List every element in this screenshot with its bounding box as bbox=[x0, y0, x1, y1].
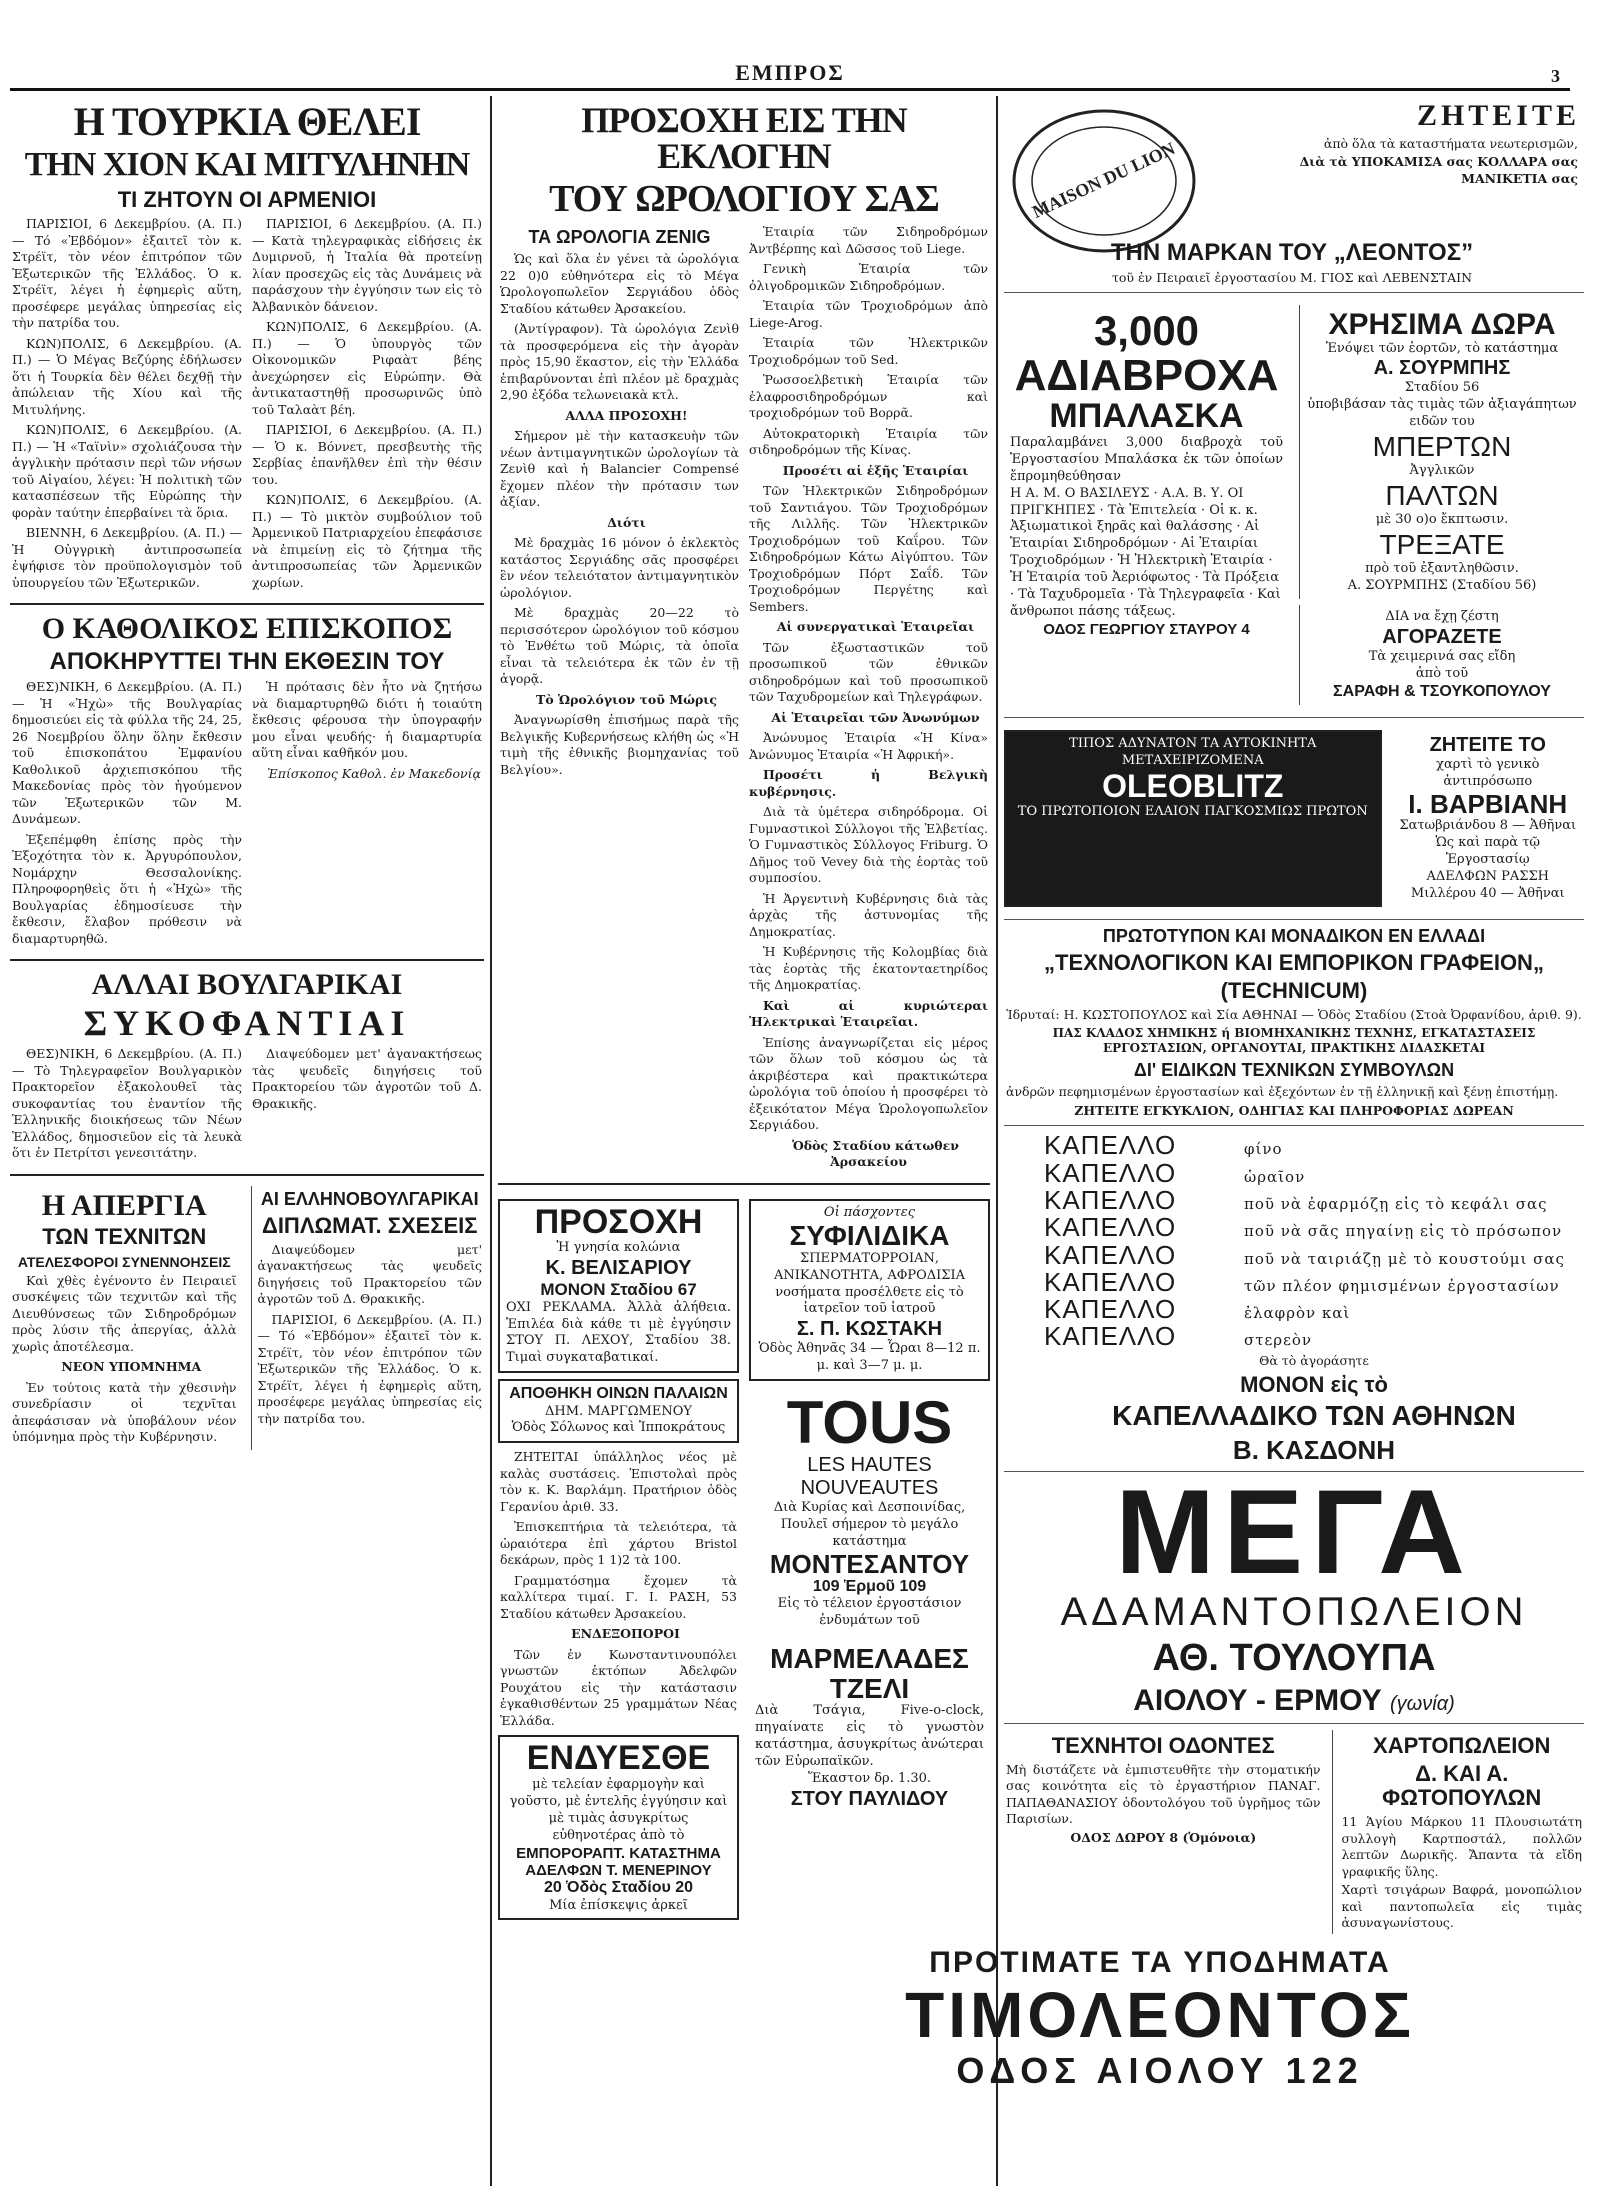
article-catholic bbox=[10, 613, 484, 951]
article-headline: Η ΤΟΥΡΚΙΑ ΘΕΛΕΙ bbox=[73, 99, 421, 144]
ad-text: Διὰ Κυρίας καὶ Δεσποινίδας, Πουλεῖ σήμερον τὸ μεγάλο κατάστημα bbox=[773, 1500, 966, 1549]
column-right bbox=[1004, 96, 1584, 1934]
article-headline: ΤΗΝ ΧΙΟΝ ΚΑΙ ΜΙΤΥΛΗΝΗΝ bbox=[24, 146, 470, 183]
ad-name: Β. ΚΑΣΔΟΝΗ bbox=[1232, 1435, 1396, 1466]
ad-text: χαρτὶ τὸ γενικὸ ἀντιπρόσωπο bbox=[1436, 757, 1540, 790]
article-paragraph: Γενικὴ Ἑταιρία τῶν ὀλιγοδρομικῶν Σιδηροδρόμων. bbox=[749, 261, 988, 293]
hat-description: ποῦ νὰ ταιριάζῃ μὲ τὸ κουστούμι σας bbox=[1244, 1249, 1565, 1268]
ad-title: ΤΕΧΝΗΤΟΙ ΟΔΟΝΤΕΣ bbox=[1051, 1732, 1275, 1758]
hat-description: στερεὸν bbox=[1244, 1331, 1313, 1350]
article-paragraph: Ἐν τούτοις κατὰ τὴν χθεσινὴν συνεδρίασιν οἱ τεχνῖται ἀπεφάσισαν νὰ ὑποβάλουν νέον ὑπόμνημα πρὸς τὴν Κυβέρνησιν. bbox=[12, 1379, 237, 1445]
classified: Τῶν ἐν Κωνσταντινουπόλει γνωστῶν ἐκτόπων Ἀδελφῶν Ρουχάτου εἰς τὴν κατάστασιν ἐγκαθισθέντων 25 γραμμάτων Νέας Ἑλλάδα. bbox=[500, 1646, 737, 1728]
ad-text: Παραλαμβάνει 3,000 διαβροχὰ τοῦ Ἐργοστασίου Μπαλάσκα ἐκ τῶν ὁποίων ἔπρομηθεύθησαν bbox=[1010, 434, 1283, 484]
hat-word: ΚΑΠΕΛΛΟ bbox=[1044, 1130, 1177, 1161]
article-paragraph: ΘΕΣ)ΝΙΚΗ, 6 Δεκεμβρίου. (Α. Π.) — Ἡ «Ἠχὼ» τῆς Βουλγαρίας δημοσιεύει εἰς τὰ φύλλα τῆς 24, 25, 26 Νοεμβρίου ὅλην ὅλην ἔκθεσιν τοῦ ἐπισκοπάτου Ἐμφανίου Καθολικοῦ ἀρχιεπισκόπου τῆς Μακεδονίας πρὸς τὸν ἡγούμενον τῶν Ἐξωτερικῶν τῶν Μ. Δυνάμεων. bbox=[12, 679, 242, 827]
ad-title: ΜΑΡΜΕΛΑΔΕΣ bbox=[770, 1643, 969, 1675]
article-headline: Ο ΚΑΘΟΛΙΚΟΣ ΕΠΙΣΚΟΠΟΣ bbox=[41, 612, 453, 646]
article-paragraph: (Ἀντίγραφον). Τὰ ὡρολόγια Ζενὶθ τὰ προσφερόμενα εἰς τὴν ἀγορὰν πρὸς 15,90 ἕκαστον, εἰς τὴν Ἑλλάδα ἐπιβαρύνονται ἐπὶ πλέον μὲ δραχμὰς 2,90 ἐξόδα τελωνειακὰ κτλ. bbox=[500, 321, 739, 402]
hat-description: τῶν πλέον φημισμένων ἐργοστασίων bbox=[1244, 1276, 1560, 1295]
article-paragraph: ΘΕΣ)ΝΙΚΗ, 6 Δεκεμβρίου. (Α. Π.) — Τὸ Τηλεγραφεῖον Βουλγαρικὸν Πρακτορεῖον ἐξακολουθεῖ τὰς συκοφαντίας του ἐναντίον τῆς Ἑλληνικῆς διοικήσεως τῶν Νέων Ἑλλάδος, δημοσιεῦον εἰς τὰ λευκὰ ὅτι ἐν Πετρίτσι γενεσιτάτην. bbox=[12, 1046, 242, 1161]
article-subheadline: ΑΛΛΑ ΠΡΟΣΟΧΗ! bbox=[565, 407, 688, 423]
ad-text: Θὰ τὸ ἀγοράσητε bbox=[1259, 1352, 1369, 1368]
ad-title: ΜΕΓΑ bbox=[1115, 1464, 1473, 1599]
ad-name: Α. ΣΟΥΡΜΠΗΣ bbox=[1373, 357, 1511, 380]
article-paragraph: Ἀναγνωρίσθη ἐπισήμως παρὰ τῆς Βελγικῆς Κυβερνήσεως κλήθη ὡς «Ἡ τιμὴ τῆς ἐθνικῆς βιομηχανίας τοῦ Βελγίου». bbox=[500, 712, 739, 777]
section-rule bbox=[10, 959, 484, 961]
ad-name: ΣΑΡΑΦΗ & ΤΣΟΥΚΟΠΟΥΛΟΥ bbox=[1333, 682, 1551, 700]
ad-title: ΤΖΕΛΙ bbox=[829, 1672, 910, 1704]
ad-title: „ΤΕΧΝΟΛΟΓΙΚΟΝ ΚΑΙ ΕΜΠΟΡΙΚΟΝ ΓΡΑΦΕΙΟΝ„ bbox=[1044, 949, 1544, 975]
article-paragraph: Προσέτι ἡ Βελγικὴ κυβέρνησις. bbox=[749, 767, 988, 799]
masthead-rule bbox=[10, 88, 1570, 91]
classified: Ἐπισκεπτήρια τὰ τελειότερα, τὰ ὡραιότερα ἐπὶ χάρτου Bristol δεκάρων, πρὸς 1 1)2 τὰ 100. bbox=[500, 1519, 737, 1568]
ad-title: ΑΠΟΘΗΚΗ ΟΙΝΩΝ ΠΑΛΑΙΩΝ bbox=[509, 1385, 728, 1403]
ad-text: Ἀγγλικῶν bbox=[1409, 463, 1475, 479]
ad-mega bbox=[1004, 1464, 1584, 1717]
hat-word: ΚΑΠΕΛΛΟ bbox=[1044, 1321, 1177, 1352]
ad-text: Ἡ γνησία κολώνια bbox=[556, 1240, 681, 1256]
column-middle bbox=[498, 96, 990, 1926]
ad-title: ΑΓΟΡΑΖΕΤΕ bbox=[1382, 626, 1502, 649]
column-divider bbox=[490, 96, 492, 2186]
ad-name: ΜΟΝΤΕΣΑΝΤΟΥ bbox=[769, 1548, 970, 1579]
article-subheadline: ΝΕΟΝ ΥΠΟΜΝΗΜΑ bbox=[61, 1359, 202, 1375]
ad-text: μὲ 30 ο)ο ἔκπτωσιν. bbox=[1375, 512, 1509, 528]
ad-adiavroxa bbox=[1004, 305, 1289, 642]
ad-name: ΚΑΠΕΛΛΑΔΙΚΟ ΤΩΝ ΑΘΗΝΩΝ bbox=[1112, 1400, 1516, 1432]
hat-word: ΚΑΠΕΛΛΟ bbox=[1044, 1184, 1177, 1215]
ad-syfilidika bbox=[749, 1199, 990, 1382]
article-paragraph: Μὲ δραχμὰς 20—22 τὸ περισσότερον ὡρολόγιον τοῦ κόσμου τὸ Ἐνθέτω τοῦ Μώρις, τὰ ὁποῖα εἶναι τὰ τελειότερα ἐκ τῶν ἐν τῇ ἀγορᾷ. bbox=[500, 605, 739, 686]
ad-price: Ἕκαστον δρ. 1.30. bbox=[807, 1770, 932, 1786]
article-headline: ΔΙΠΛΩΜΑΤ. ΣΧΕΣΕΙΣ bbox=[262, 1212, 478, 1238]
classified: ΖΗΤΕΙΤΑΙ ὑπάλληλος νέος μὲ καλὰς συστάσεις. Ἐπιστολαὶ πρὸς τὸν κ. Κ. Βαρλάμη. Πρατήριον ὁδὸς Γερανίου ἀριθ. 33. bbox=[500, 1449, 737, 1514]
article-headline: ΤΩΝ ΤΕΧΝΙΤΩΝ bbox=[42, 1224, 207, 1250]
ad-text: ἀπὸ ὅλα τὰ καταστήματα νεωτερισμῶν, bbox=[1323, 135, 1578, 151]
article-address: Ὁδὸς Σταδίου κάτωθεν Ἀρσακείου bbox=[792, 1137, 959, 1169]
ad-address: ΟΔΟΣ ΔΩΡΟΥ 8 (Ὁμόνοια) bbox=[1070, 1829, 1257, 1845]
ad-tous bbox=[749, 1387, 990, 1634]
article-subheadline: Τὸ Ὡρολόγιον τοῦ Μώρις bbox=[536, 691, 717, 707]
article-subheadline: Προσέτι αἱ ἑξῆς Ἑταιρίαι bbox=[782, 462, 969, 478]
ad-address: ΑΙΟΛΟΥ - ΕΡΜΟΥ bbox=[1133, 1683, 1382, 1717]
section-rule bbox=[10, 1174, 484, 1176]
section-rule bbox=[1004, 919, 1584, 920]
hat-description: ποῦ νὰ ἐφαρμόζῃ εἰς τὸ κεφάλι σας bbox=[1244, 1194, 1548, 1213]
article-headline: ΑΠΟΚΗΡΥΤΤΕΙ ΤΗΝ ΕΚΘΕΣΙΝ ΤΟΥ bbox=[49, 647, 445, 675]
ad-title: ΧΡΗΣΙΜΑ ΔΩΡΑ bbox=[1328, 308, 1556, 341]
ad-name: Δ. ΚΑΙ Α. ΦΩΤΟΠΟΥΛΩΝ bbox=[1382, 1760, 1542, 1810]
ad-varviani bbox=[1392, 730, 1584, 907]
ad-title: ΠΡΟΣΟΧΗ bbox=[534, 1202, 703, 1241]
article-paragraph: ΚΩΝ)ΠΟΛΙΣ, 6 Δεκεμβρίου. (Α. Π.) — Ὁ ὑπουργὸς τῶν Οἰκονομικῶν Ριφαὰτ βέης ἀνεχώρησεν εἰς Εὐρώπην. Θὰ ἀντικαταστηθῇ προσωρινῶς ὑπὸ τοῦ Ταλαὰτ βέη. bbox=[252, 319, 482, 417]
ad-oleoblitz bbox=[1004, 730, 1382, 907]
article-headline: ΣΥΚΟΦΑΝΤΙΑΙ bbox=[83, 1002, 411, 1043]
article-subheadline: ΤΙ ΖΗΤΟΥΝ ΟΙ ΑΡΜΕΝΙΟΙ bbox=[117, 187, 377, 212]
ad-text: ΖΗΤΕΙΤΕ ΕΓΚΥΚΛΙΟΝ, ΟΔΗΓΙΑΣ ΚΑΙ ΠΛΗΡΟΦΟΡΙΑΣ ΔΩΡΕΑΝ bbox=[1074, 1102, 1514, 1118]
ad-title: TOUS bbox=[786, 1389, 953, 1457]
hat-list-item bbox=[1044, 1296, 1584, 1323]
ad-name: ΑΘ. ΤΟΥΛΟΥΠΑ bbox=[1152, 1636, 1436, 1679]
ad-text: Χαρτὶ τσιγάρων Βαφρά, μονοπώλιον καὶ παντοπωλεῖα εἰς τιμὰς ἀσυναγωνίστους. bbox=[1341, 1882, 1582, 1931]
hat-description: ἐλαφρὸν καὶ bbox=[1244, 1304, 1351, 1323]
hat-list-item bbox=[1044, 1239, 1584, 1270]
hat-list-item bbox=[1044, 1266, 1584, 1297]
ad-address: ΜΟΝΟΝ Σταδίου 67 bbox=[540, 1280, 697, 1300]
ad-title: ΖΗΤΕΙΤΕ bbox=[1416, 99, 1580, 132]
ad-text: Ὡς καὶ παρὰ τῷ Ἐργοστασίῳ bbox=[1435, 835, 1541, 868]
article-paragraph: Μὲ δραχμὰς 16 μόνον ὁ ἐκλεκτὸς κατάστος Σεργιάδης σᾶς προσφέρει ἓν νέον τελειότατον ἀντιμαγνητικὸν ὡρολόγιον. bbox=[500, 535, 739, 600]
hat-description: ὡραῖον bbox=[1244, 1167, 1306, 1186]
article-paragraph: Τῶν ἐξωσταστικῶν τοῦ προσωπικοῦ τῶν ἐθνικῶν σιδηροδρόμων καὶ τοῦ προσωπικοῦ τῶν Ταχυδρομείων καὶ Τηλεγράφων. bbox=[749, 639, 988, 704]
section-rule bbox=[1004, 1125, 1584, 1126]
hat-description: ποῦ νὰ σᾶς πηγαίνῃ εἰς τὸ πρόσωπον bbox=[1244, 1222, 1563, 1241]
ad-text: Διὰ τὰ ΥΠΟΚΑΜΙΣΑ σας ΚΟΛΛΑΡΑ σας ΜΑΝΙΚΕΤΙΑ σας bbox=[1299, 154, 1578, 186]
ad-text: Ἐνόψει τῶν ἑορτῶν, τὸ κατάστημα bbox=[1325, 340, 1559, 356]
ad-text: ὑποβιβάσαν τὰς τιμὰς τῶν ἀξιαγάπητων ειδῶν του bbox=[1307, 397, 1577, 430]
hat-word: ΚΑΠΕΛΛΟ bbox=[1044, 1157, 1177, 1188]
article-paragraph: Ἑταιρία τῶν Σιδηροδρόμων Ἀντβέρπης καὶ Δῶσσος τοῦ Liege. bbox=[749, 224, 988, 256]
ad-number: 3,000 bbox=[1093, 307, 1200, 354]
ad-text: ΟΧΙ ΡΕΚΛΑΜΑ. Ἀλλὰ ἀλήθεια. Ἐπιλέα διὰ κάθε τι μὲ ἐγγύησιν ΣΤΟΥ Π. ΛΕΧΟΥ, Σταδίου 38. Τιμαὶ συγκαταβατικαί. bbox=[506, 1299, 731, 1366]
article-paragraph: Ἐξεπέμφθη ἐπίσης πρὸς τὴν Ἐξοχότητα τὸν κ. Ἀργυρόπουλον, Νομάρχην Θεσσαλονίκης. Πληροφορηθεὶς ὅτι ἡ «Ἠχὼ» τῆς Βουλγαρίας ἐδημοσίευσε τὴν ἔκθεσιν, ἔλαβον πρόθεσιν νὰ διαμαρτυρηθῶ. bbox=[12, 831, 242, 946]
page-number: 3 bbox=[1551, 66, 1560, 86]
hat-description: φίνο bbox=[1244, 1140, 1283, 1159]
ad-name: Σ. Π. ΚΩΣΤΑΚΗ bbox=[796, 1318, 943, 1341]
column-left bbox=[10, 96, 484, 1452]
ad-text: ΠΑΣ ΚΛΑΔΟΣ ΧΗΜΙΚΗΣ ή ΒΙΟΜΗΧΑΝΙΚΗΣ ΤΕΧΝΗΣ, ΕΓΚΑΤΑΣΤΑΣΕΙΣ ΕΡΓΟΣΤΑΣΙΩΝ, ΟΡΓΑΝΟΥΤΑΙ, ΠΡΑΚΤΙΚΗΣ ΔΙΔΑΣΚΕΤΑΙ bbox=[1052, 1025, 1536, 1056]
article-paragraph: ΠΑΡΙΣΙΟΙ, 6 Δεκεμβρίου. (Α. Π.) — Τό «Ἐβδόμον» ἐξαιτεῖ τὸν κ. Στρέϊτ, τὸν νέον ἐπιτρόπον τῶν Ἐξωτερικῶν τῆς Ἑλλάδος. Ὁ κ. Στρέϊτ, λέγει ἡ ἐφημερὶς αὕτη, προσέφερε μεγάλας ὑπηρεσίας εἰς τὴν πατρίδα του. bbox=[12, 216, 242, 331]
article-watch bbox=[498, 102, 990, 1175]
ad-address: ΟΔΟΣ ΑΙΟΛΟΥ 122 bbox=[956, 2050, 1364, 2091]
ad-item: ΠΑΛΤΩΝ bbox=[1385, 480, 1499, 512]
ad-list: Η Α. Μ. Ο ΒΑΣΙΛΕΥΣ · Α.Α. Β. Υ. ΟΙ ΠΡΙΓΚΗΠΕΣ · Τὰ Ἐπιτελεία · Οἱ κ. κ. Ἀξιωματικοὶ ξηρᾶς καὶ θαλάσσης · Αἱ Ἑταιρίαι Σιδηροδρόμων · Αἱ Ἑταιρίαι Τροχιοδρόμων · Ἡ Ἠλεκτρικὴ Ἑταιρία · Ἡ Ἑταιρία τοῦ Ἀεριόφωτος · Τὰ Πρόξεια · Τὰ Ταχυδρομεῖα · Τὰ Τηλεγραφεῖα · Καὶ ἄνθρωποι πάσης τάξεως. bbox=[1010, 485, 1281, 619]
column-divider bbox=[996, 96, 998, 2186]
ad-kapela bbox=[1004, 1132, 1584, 1464]
ad-address: Ὁδὸς Ἀθηνᾶς 34 — Ὧραι 8—12 π. μ. καὶ 3—7 μ. μ. bbox=[758, 1341, 981, 1374]
ad-address: Σταδίου 56 bbox=[1404, 380, 1480, 396]
ad-title: ΖΗΤΕΙΤΕ ΤΟ bbox=[1429, 734, 1546, 757]
newspaper-name: ΕΜΠΡΟΣ bbox=[735, 60, 845, 85]
hat-list-item bbox=[1044, 1214, 1584, 1241]
article-paragraph: Διαψεύδομεν μετ' ἀγανακτήσεως τὰς ψευδεῖς διηγήσεις τοῦ Πρακτορείου τῶν ἀγροτῶν τοῦ Δ. Θρακικῆς. bbox=[257, 1241, 482, 1307]
ad-address: ΟΔΟΣ ΓΕΩΡΓΙΟΥ ΣΤΑΥΡΟΥ 4 bbox=[1043, 620, 1250, 638]
section-rule bbox=[1004, 1723, 1584, 1724]
classified: Γραμματόσημα ἔχομεν τὰ καλλίτερα τιμαί. Γ. Ι. ΡΑΣΗ, 53 Σταδίου κάτωθεν Ἀρσακείου. bbox=[500, 1572, 737, 1621]
article-paragraph: Διὰ τὰ ὑμέτερα σιδηρόδρομα. Οἱ Γυμναστικοὶ Σύλλογοι τῆς Ἑλβετίας. Ὁ Γυμναστικὸς Σύλλογος Friburg. Ὁ Δῆμος τοῦ Vevey διὰ τὴς ἑορτὰς τοῦ συμποσίου. bbox=[749, 804, 988, 885]
ad-subtitle: LES HAUTES bbox=[807, 1454, 932, 1477]
ad-text: μὲ τελείαν ἐφαρμογὴν καὶ γοῦστο, μὲ ἐντελῆς ἐγγύησιν καὶ μὲ τιμὰς ἀσυγκρίτως εὐθηνοτέρας ἀπὸ τὸ bbox=[509, 1777, 728, 1843]
ad-text: 11 Ἁγίου Μάρκου 11 Πλουσιωτάτη συλλογὴ Καρτποστάλ, πολλῶν λεπτῶν Δωρικῆς. Ἄπαντα τὰ εἴδη γραφικῆς ὕλης. bbox=[1341, 1814, 1582, 1879]
ad-technicum bbox=[1004, 926, 1584, 1120]
hat-list-item bbox=[1044, 1157, 1584, 1188]
ad-name: ΑΔΕΛΦΩΝ ΡΑΣΣΗ bbox=[1426, 869, 1549, 884]
section-rule bbox=[498, 1183, 990, 1185]
ad-subtitle: NOUVEAUTES bbox=[800, 1477, 939, 1500]
classified-title: ΕΝΔΕΞΟΠΟΡΟΙ bbox=[571, 1626, 680, 1642]
ad-text: ΣΠΕΡΜΑΤΟΡΡΟΙΑΝ, ΑΝΙΚΑΝΟΤΗΤΑ, ΑΦΡΟΔΙΣΙΑ νοσήματα προσέλθετε εἰς τὸ ἰατρεῖον τοῦ ἰατροῦ bbox=[773, 1250, 966, 1317]
hat-list-item bbox=[1044, 1323, 1584, 1350]
article-paragraph: Ὡς καὶ ὅλα ἐν γένει τὰ ὡρολόγια 22 0)0 εὐθηνότερα εἰς τὸ Μέγα Ὡρολογοπωλεῖον Σεργιάδου ὁδὸς Σταδίου κάτωθεν Ἀρσακείου. bbox=[500, 251, 739, 316]
article-paragraph: Διαψεύδομεν μετ' ἀγανακτήσεως τὰς ψευδεῖς διηγήσεις τοῦ Πρακτορείου τῶν ἀγροτῶν τοῦ Δ. Θρακικῆς. bbox=[252, 1046, 482, 1111]
article-paragraph: Ἡ Κυβέρνησις τῆς Κολομβίας διὰ τὰς ἑορτὰς τῆς ἑκατονταετηρίδος τῆς Δημοκρατίας. bbox=[749, 944, 988, 992]
ad-title: ΕΝΔΥΕΣΘΕ bbox=[526, 1739, 711, 1778]
ad-name: ΔΗΜ. ΜΑΡΓΩΜΕΝΟΥ bbox=[545, 1403, 692, 1419]
ad-text: Οἱ πάσχοντες bbox=[823, 1204, 916, 1220]
ad-title: ΧΑΡΤΟΠΩΛΕΙΟΝ bbox=[1373, 1732, 1551, 1758]
article-paragraph: Καὶ χθὲς ἐγένοντο ἐν Πειραιεῖ συσκέψεις τῶν τεχνιτῶν καὶ τῆς Διευθύνσεως τῶν Σιδηροδρόμων πρὸς λύσιν τῆς ἀπεργίας, ἀλλὰ χωρὶς ἀποτέλεσμα. bbox=[12, 1272, 237, 1354]
ad-text: Τὰ χειμερινά σας εἴδη bbox=[1368, 649, 1516, 665]
article-subheadline: ΤΑ ΩΡΟΛΟΓΙΑ ZENIG bbox=[528, 227, 711, 247]
article-paragraph: ΚΩΝ)ΠΟΛΙΣ, 6 Δεκεμβρίου. (Α. Π.) — Ἡ «Ταϊνὶν» σχολιάζουσα τὴν ἀγγλικὴν πρότασιν περὶ τῶν νήσων τοῦ Αἰγαίου, λέγει: Ἡ πολιτικὴ τῶν κατασπέσεων τῆς Εὐρώπης τὴν φορὰν ταύτην ἐπερβαίνει τὰ ὅρια. bbox=[12, 422, 242, 520]
article-paragraph: ΠΑΡΙΣΙΟΙ, 6 Δεκεμβρίου. (Α. Π.) — Κατὰ τηλεγραφικὰς εἰδήσεις ἐκ Δυμιρνοῦ, ἡ Ἰταλία θὰ προτείνῃ λίαν προσεχῶς εἰς τὰς Δυνάμεις νὰ παράσχουν τὴν ἐγγύησιν των εἰς τὸ Ἀλβανικὸν δάνειον. bbox=[252, 216, 482, 314]
article-headline: ΠΡΟΣΟΧΗ ΕΙΣ ΤΗΝ ΕΚΛΟΓΗΝ bbox=[581, 100, 907, 176]
ad-text: Μὴ διστάζετε νὰ ἐμπιστευθῆτε τὴν στοματικήν σας κοινότητα εἰς τὸ ἐργαστήριον ΠΑΝΑΓ. ΠΑΠΑΘΑΝΑΣΙΟΥ ὁδοντολόγου τοῦ ὑγρῆμος τῶν Παρισίων. bbox=[1006, 1761, 1321, 1827]
ad-text: Μία ἐπίσκεψις ἀρκεῖ bbox=[549, 1897, 688, 1913]
ad-kasko bbox=[1299, 605, 1584, 705]
ad-text: πρὸ τοῦ ἐξαντληθῶσιν. bbox=[1365, 561, 1519, 577]
ad-subtitle: ΜΠΑΛΑΣΚΑ bbox=[1049, 397, 1244, 436]
ad-prosoxi bbox=[498, 1199, 739, 1374]
ad-endyth bbox=[498, 1735, 739, 1920]
ad-address: 109 Ἑρμοῦ 109 bbox=[812, 1578, 927, 1596]
article-paragraph: ΠΑΡΙΣΙΟΙ, 6 Δεκεμβρίου. (Α. Π.) — Ὁ κ. Βόννετ, πρεσβευτὴς τῆς Σερβίας ἐπανῆλθεν ἐπὶ τὴν θέσιν του. bbox=[252, 422, 482, 487]
ad-text: ΔΙΑ να ἔχῃ ζέστη bbox=[1385, 609, 1499, 625]
ad-timoleontos bbox=[740, 1942, 1580, 2095]
hat-word: ΚΑΠΕΛΛΟ bbox=[1044, 1212, 1177, 1243]
article-paragraph: ΚΩΝ)ΠΟΛΙΣ, 6 Δεκεμβρίου. (Α. Π.) — Τὸ μικτὸν συμβούλιον τοῦ Ἀρμενικοῦ Πατριαρχείου ἐπεφάσισε νὰ ἐπιμείνῃ εἰς τὸ ζήτημα τῆς ἀντιπροσωπείας τῶν Ἀρμενικῶν χωρίων. bbox=[252, 492, 482, 590]
ad-address: (γωνία) bbox=[1390, 1692, 1455, 1715]
section-rule bbox=[1004, 292, 1584, 293]
ad-item: ΜΠΕΡΤΩΝ bbox=[1372, 431, 1512, 463]
article-turkey bbox=[10, 99, 484, 595]
ad-address: Ὁδὸς Σόλωνος καὶ Ἱπποκράτους bbox=[511, 1420, 726, 1436]
ad-brand: ΤΗΝ ΜΑΡΚΑΝ ΤΟΥ „ΛΕΟΝΤΟΣ” bbox=[1110, 239, 1474, 266]
ad-address: Σατωβριάνδου 8 — Ἀθῆναι bbox=[1399, 818, 1577, 834]
article-headline: ΤΟΥ ΩΡΟΛΟΓΙΟΥ ΣΑΣ bbox=[549, 178, 939, 220]
ad-marmelades bbox=[749, 1640, 990, 1814]
ad-title: ΔΙ' ΕΙΔΙΚΩΝ ΤΕΧΝΙΚΩΝ ΣΥΜΒΟΥΛΩΝ bbox=[1133, 1060, 1455, 1081]
ad-name: Α. ΣΟΥΡΜΠΗΣ (Σταδίου 56) bbox=[1347, 578, 1537, 594]
ad-name: ΣΤΟΥ ΠΑΥΛΙΔΟΥ bbox=[790, 1787, 949, 1810]
article-paragraph: ΒΙΕΝΝΗ, 6 Δεκεμβρίου. (Α. Π.) — Ἡ Οὐγγρικὴ ἀντιπροσωπεία ἐψήφισε τὸν προϋπολογισμὸν τοῦ ὑπουργείου τῶν Ἐξωτερικῶν. bbox=[12, 525, 242, 590]
article-paragraph: Ἐπίσης ἀναγνωρίζεται εἰς μέρος τῶν ὅλων τοῦ κόσμου ὡς τὰ ἀκριβέστερα καὶ πρακτικώτερα ὡρολόγια τοῦ ὁποίου ἡ προσφέρει τὸ ἐξεικότατον Μέγα Ὡρολογοπωλεῖον Σεργιάδου. bbox=[749, 1034, 988, 1132]
hat-list bbox=[1044, 1132, 1584, 1350]
article-paragraph: Καὶ αἱ κυριώτεραι Ἠλεκτρικαὶ Ἑταιρεῖαι. bbox=[749, 997, 988, 1029]
article-paragraph: Ἑταιρία τῶν Ἠλεκτρικῶν Τροχιοδρόμων τοῦ Sed. bbox=[749, 335, 988, 367]
article-subheadline: ΑΤΕΛΕΣΦΟΡΟΙ ΣΥΝΕΝΝΟΗΣΕΙΣ bbox=[17, 1253, 231, 1270]
article-headline: ΑΙ ΕΛΛΗΝΟΒΟΥΛΓΑΡΙΚΑΙ bbox=[260, 1188, 479, 1209]
ad-title: ΣΥΦΙΛΙΔΙΚΑ bbox=[789, 1220, 950, 1252]
article-bulgarian bbox=[10, 969, 484, 1166]
article-paragraph: ΚΩΝ)ΠΟΛΙΣ, 6 Δεκεμβρίου. (Α. Π.) — Ὁ Μέγας Βεζύρης ἐδήλωσεν ὅτι ἡ Τουρκία δὲν θέλει δεχθῇ τὴν ἀπώλειαν τῆς Χίου καὶ τῆς Μιτυλήνης. bbox=[12, 335, 242, 417]
ad-text: τοῦ ἐν Πειραιεῖ ἐργοστασίου Μ. ΓΙΟΣ καὶ ΛΕΒΕΝΣΤΑΙΝ bbox=[1111, 270, 1473, 286]
ad-text: ἀπὸ τοῦ bbox=[1415, 665, 1469, 681]
section-rule bbox=[10, 603, 484, 605]
ad-text: ΤΙΠΟΣ ΑΔΥΝΑΤΟΝ ΤΑ ΑΥΤΟΚΙΝΗΤΑ ΜΕΤΑΧΕΙΡΙΖΟΜΕΝΑ bbox=[1069, 736, 1317, 769]
article-paragraph: Ἑταιρία τῶν Τροχιοδρόμων ἀπὸ Liege-Arog. bbox=[749, 298, 988, 330]
article-subheadline: Αἱ Ἑταιρεῖαι τῶν Ἀνωνύμων bbox=[771, 709, 980, 725]
ad-text: Διὰ Τσάγια, Five-o-clock, πηγαίνατε εἰς τὸ γνωστὸν κατάστημα, ἀσυγκρίτως ἀνώτεραι τῶν Εὐρωπαϊκῶν. bbox=[755, 1703, 984, 1769]
ad-brand: OLEOBLITZ bbox=[1102, 768, 1284, 805]
ad-name: ΕΜΠΟΡΟΡΑΠΤ. ΚΑΤΑΣΤΗΜΑ ΑΔΕΛΦΩΝ Τ. ΜΕΝΕΡΙΝΟΥ bbox=[516, 1844, 721, 1879]
article-subheadline: Αἱ συνεργατικαὶ Ἑταιρεῖαι bbox=[776, 619, 975, 634]
masthead bbox=[10, 0, 1570, 92]
ad-text: ΜΟΝΟΝ εἰς τὸ bbox=[1240, 1372, 1388, 1398]
article-headline: Η ΑΠΕΡΓΙΑ bbox=[41, 1188, 207, 1222]
ad-text: ἀνδρῶν πεφημισμένων ἐργοστασίων καὶ ἐξεχόντων ἐν τῇ ἑλληνικῇ καὶ ξένῃ ἐπιστήμῃ. bbox=[1006, 1084, 1559, 1100]
article-headline: ΑΛΛΑΙ ΒΟΥΛΓΑΡΙΚΑΙ bbox=[91, 968, 403, 1002]
ad-address: Μιλλέρου 40 — Ἀθῆναι bbox=[1410, 885, 1565, 901]
article-paragraph: Ἀνώνυμος Ἑταιρία «Ἡ Κίνα» Ἀνώνυμος Ἑταιρία «Ἡ Ἀφρική». bbox=[749, 730, 988, 762]
article-signature: Ἐπίσκοπος Καθολ. ἐν Μακεδονίᾳ bbox=[267, 765, 481, 781]
ad-address: 20 Ὁδὸς Σταδίου 20 bbox=[543, 1879, 694, 1897]
article-paragraph: Σήμερον μὲ τὴν κατασκευὴν τῶν νέων ἀντιμαγνητικῶν ὡρολογίων τὰ Ζενὶθ καὶ ἡ Balancier Compensé ἔχομεν πλέον τὴν πρότασιν των ἀξίαν. bbox=[500, 428, 739, 509]
ad-title: ΠΡΩΤΟΤΥΠΟΝ ΚΑΙ ΜΟΝΑΔΙΚΟΝ ΕΝ ΕΛΛΑΔΙ bbox=[1102, 925, 1486, 946]
article-subheadline: Διότι bbox=[607, 514, 646, 530]
ad-text: ΤΟ ΠΡΩΤΟΠΟΙΟΝ ΕΛΑΙΟΝ ΠΑΓΚΟΣΜΙΩΣ ΠΡΩΤΟΝ bbox=[1017, 803, 1368, 819]
article-paragraph: Ἡ πρότασις δὲν ἦτο νὰ ζητήσω νὰ διαμαρτυρηθῶ διότι ἡ τοιαύτη ἔκθεσις φέρουσα τὴν ὑπογραφήν μου εἶναι ψευδής· ἡ διαμαρτυρία αὕτη εἶναι καθῆκόν μου. bbox=[252, 679, 482, 761]
hat-word: ΚΑΠΕΛΛΟ bbox=[1044, 1239, 1177, 1270]
article-paragraph: ΠΑΡΙΣΙΟΙ, 6 Δεκεμβρίου. (Α. Π.) — Τό «Ἐβδόμον» ἐξαιτεῖ τὸν κ. Στρέϊτ, τὸν νέον ἐπιτρόπον τῶν Ἐξωτερικῶν τῆς Ἑλλάδος. Ὁ κ. Στρέϊτ, λέγει ἡ ἐφημερὶς αὕτη, προσέφερε μεγάλας ὑπηρεσίας εἰς τὴν πατρίδα του. bbox=[257, 1311, 482, 1426]
ad-subtitle: ΑΔΑΜΑΝΤΟΠΩΛΕΙΟΝ bbox=[1060, 1589, 1528, 1634]
ad-text: Εἰς τὸ τέλειον ἐργοστάσιον ἐνδυμάτων τοῦ bbox=[777, 1596, 962, 1629]
ad-title: ΑΔΙΑΒΡΟΧΑ bbox=[1014, 351, 1279, 401]
article-strike bbox=[10, 1184, 484, 1452]
ad-item: ΤΡΕΞΑΤΕ bbox=[1379, 529, 1505, 561]
ad-name: Κ. ΒΕΛΙΣΑΡΙΟΥ bbox=[545, 1257, 692, 1280]
ad-odontes bbox=[1004, 1730, 1322, 1934]
article-paragraph: Ἡ Ἀργεντινὴ Κυβέρνησις διὰ τὰς ἀρχὰς τῆς ἀστυνομίας τῆς Δημοκρατίας. bbox=[749, 890, 988, 939]
ad-name: ΤΙΜΟΛΕΟΝΤΟΣ bbox=[905, 1979, 1415, 2051]
ad-oinon bbox=[498, 1379, 739, 1443]
hat-list-item bbox=[1044, 1132, 1584, 1159]
section-rule bbox=[1004, 717, 1584, 718]
ad-xartopoleion bbox=[1332, 1730, 1584, 1934]
ad-title: (TECHNICUM) bbox=[1220, 977, 1368, 1003]
ad-zitete bbox=[1004, 96, 1584, 286]
article-paragraph: Τῶν Ἠλεκτρικῶν Σιδηροδρόμων τοῦ Σαντιάγου. Τῶν Τροχιοδρόμων τῆς Λιλλῆς. Τῶν Ἠλεκτρικῶν Τροχιοδρόμων τοῦ Καΐρου. Τῶν Σιδηροδρόμων Κάτω Αἰγύπτου. Τῶν Τροχιοδρόμων Πόρτ Σαΐδ. Τῶν Τροχιοδρόμων Περγέτης καὶ Sembers. bbox=[749, 483, 988, 614]
article-paragraph: Αὐτοκρατορικὴ Ἑταιρία τῶν σιδηροδρόμων τῆς Κίνας. bbox=[749, 425, 988, 457]
svg-text:MAISON DU LION: MAISON DU LION bbox=[1029, 138, 1179, 222]
hat-word: ΚΑΠΕΛΛΟ bbox=[1044, 1294, 1177, 1325]
article-paragraph: Ῥωσσοελβετικὴ Ἑταιρία τῶν ἐλαφροσιδηροδρόμων καὶ τροχιοδρόμων τοῦ Βορρᾶ. bbox=[749, 372, 988, 420]
ad-chrisima bbox=[1299, 305, 1584, 599]
hat-list-item bbox=[1044, 1184, 1584, 1215]
hat-word: ΚΑΠΕΛΛΟ bbox=[1044, 1266, 1177, 1297]
ad-name: Ι. ΒΑΡΒΙΑΝΗ bbox=[1408, 789, 1568, 820]
ad-title: ΠΡΟΤΙΜΑΤΕ ΤΑ ΥΠΟΔΗΜΑΤΑ bbox=[929, 1946, 1391, 1979]
ad-text: Ἱδρυταί: Η. ΚΩΣΤΟΠΟΥΛΟΣ καὶ Σία ΑΘΗΝΑΙ — Ὁδὸς Σταδίου (Στοὰ Ὀρφανίδου, ἀριθ. 9). bbox=[1006, 1007, 1582, 1023]
